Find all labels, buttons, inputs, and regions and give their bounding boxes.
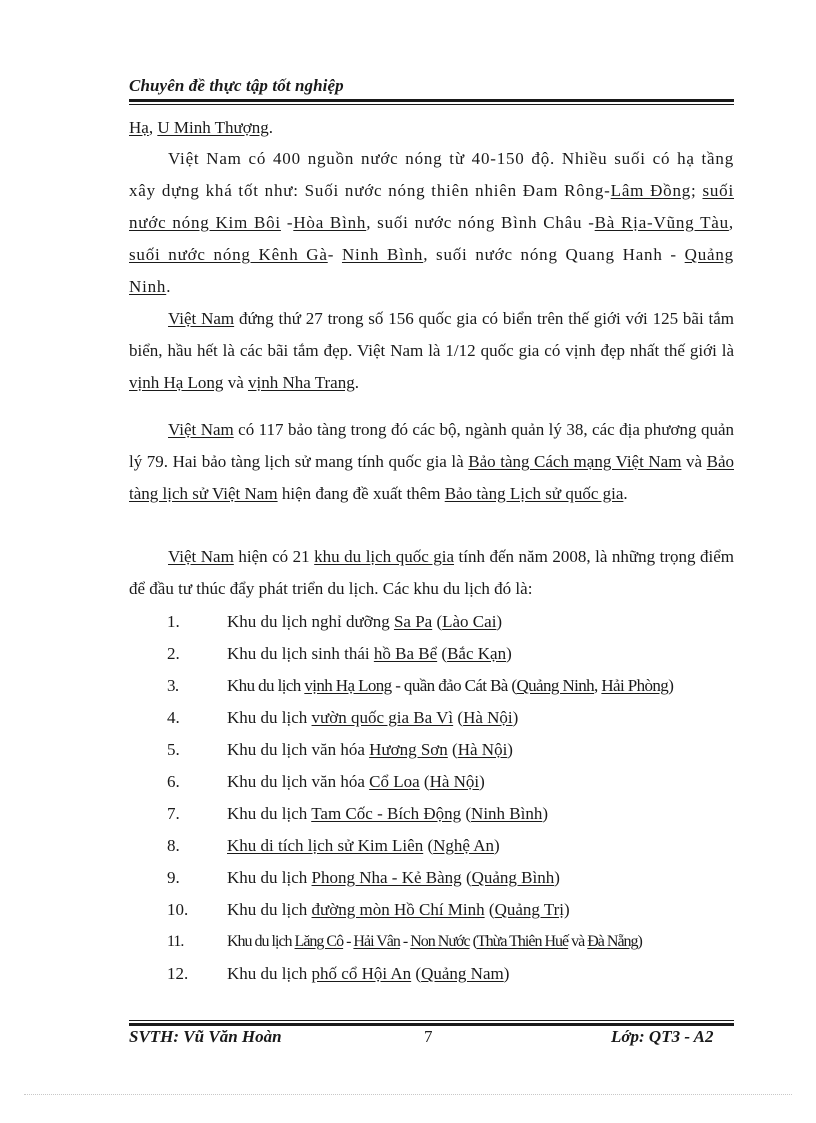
link-text[interactable]: Bảo tàng Lịch sử quốc gia <box>444 484 624 503</box>
list-item: 8. Khu di tích lịch sử Kim Liên (Nghệ An) <box>167 836 500 855</box>
list-item: 5. Khu du lịch văn hóa Hương Sơn (Hà Nội) <box>167 740 513 759</box>
link-text[interactable]: Bà Rịa-Vũng Tàu <box>594 213 729 232</box>
link-text[interactable]: khu du lịch quốc gia <box>314 547 455 566</box>
list-item: 2. Khu du lịch sinh thái hồ Ba Bể (Bắc Kạn) <box>167 644 512 663</box>
page-number: 7 <box>424 1027 433 1046</box>
link-text[interactable]: Bảo tàng lịch sử Việt Nam <box>129 452 735 503</box>
list-item: 1. Khu du lịch nghỉ dưỡng Sa Pa (Lào Cai) <box>167 612 503 631</box>
header-rule-thin <box>129 104 734 105</box>
link-text[interactable]: Hạ <box>129 118 149 137</box>
paragraph-hot-springs: Việt Nam có 400 nguồn nước nóng từ 40-150 độ. Nhiều suối có hạ tầng xây dựng khá tốt như: Suối nước nóng thiên nhiên Đam Rông-Lâm Đồng; suối nước nóng Kim Bôi -Hòa Bình, suối nước nóng Bình Châu -Bà Rịa-Vũng Tàu, suối nước nóng Kênh Gà- Ninh Bình, suối nước nóng Quang Hanh - Quảng Ninh. <box>129 149 734 296</box>
list-item: 11. Khu du lịch Lăng Cô - Hải Vân - Non Nước (Thừa Thiên Huế và Đà Nẵng) <box>167 933 642 950</box>
link-text[interactable]: Việt Nam <box>168 309 235 328</box>
list-item: 12. Khu du lịch phố cổ Hội An (Quảng Nam) <box>167 964 510 983</box>
link-text[interactable]: Hòa Bình <box>293 213 367 232</box>
paragraph-continuation: Hạ, U Minh Thượng. <box>129 118 273 137</box>
list-item: 4. Khu du lịch vườn quốc gia Ba Vì (Hà Nội) <box>167 708 519 727</box>
footer-class: Lớp: QT3 - A2 <box>611 1027 714 1046</box>
link-text[interactable]: suối nước nóng Kênh Gà <box>129 245 328 264</box>
link-text[interactable]: Ninh Bình <box>341 245 424 264</box>
list-item: 10. Khu du lịch đường mòn Hồ Chí Minh (Quảng Trị) <box>167 900 570 919</box>
list-item: 6. Khu du lịch văn hóa Cổ Loa (Hà Nội) <box>167 772 485 791</box>
page-edge-dotted-line <box>24 1094 792 1095</box>
paragraph-museums: Việt Nam có 117 bảo tàng trong đó các bộ, ngành quản lý 38, các địa phương quản lý 79. Hai bảo tàng lịch sử mang tính quốc gia là Bảo tàng Cách mạng Việt Nam và Bảo tàng lịch sử Việt Nam hiện đang đề xuất thêm Bảo tàng Lịch sử quốc gia. <box>129 420 735 503</box>
list-item: 7. Khu du lịch Tam Cốc - Bích Động (Ninh Bình) <box>167 804 549 823</box>
footer-rule-thin <box>129 1020 734 1021</box>
link-text[interactable]: suối nước nóng Kim Bôi <box>129 181 734 232</box>
paragraph-beaches: Việt Nam đứng thứ 27 trong số 156 quốc gia có biển trên thế giới với 125 bãi tắm biển, hầu hết là các bãi tắm đẹp. Việt Nam là 1/12 quốc gia có vịnh đẹp nhất thế giới là vịnh Hạ Long và vịnh Nha Trang. <box>129 309 735 392</box>
link-text[interactable]: U Minh Thượng <box>157 118 269 137</box>
header-rule-thick <box>129 99 734 102</box>
footer-student: SVTH: Vũ Văn Hoàn <box>129 1027 282 1046</box>
link-text[interactable]: vịnh Nha Trang <box>247 373 355 392</box>
list-item: 9. Khu du lịch Phong Nha - Kẻ Bàng (Quảng Bình) <box>167 868 560 887</box>
link-text[interactable]: vịnh Hạ Long <box>129 373 224 392</box>
link-text[interactable]: Việt Nam <box>168 547 234 566</box>
list-item: 3. Khu du lịch vịnh Hạ Long - quần đảo Cát Bà (Quảng Ninh, Hải Phòng) <box>167 676 674 695</box>
page-header-title: Chuyên đề thực tập tốt nghiệp <box>129 76 344 95</box>
link-text[interactable]: Việt Nam <box>168 420 234 439</box>
link-text[interactable]: Bảo tàng Cách mạng Việt Nam <box>468 452 682 471</box>
paragraph-tourist-zones: Việt Nam hiện có 21 khu du lịch quốc gia tính đến năm 2008, là những trọng điểm để đầu tư thúc đẩy phát triển du lịch. Các khu du lịch đó là: <box>129 547 734 598</box>
footer-rule-thick <box>129 1023 734 1026</box>
link-text[interactable]: Quảng Ninh <box>129 245 734 296</box>
link-text[interactable]: Lâm Đồng <box>610 181 692 200</box>
